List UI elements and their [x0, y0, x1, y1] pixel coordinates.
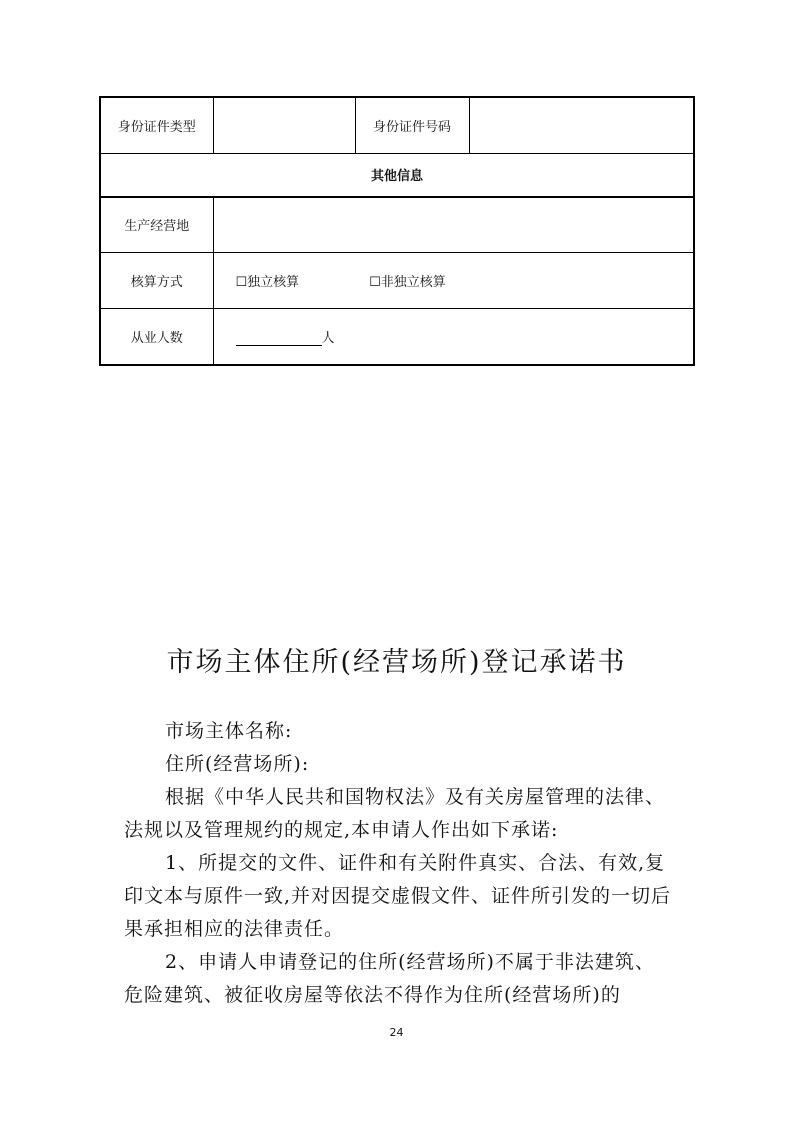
info-table — [99, 96, 695, 366]
address-label: 住所(经营场所): — [165, 753, 310, 775]
id-number-value[interactable] — [469, 97, 694, 153]
location-value[interactable] — [213, 197, 694, 253]
id-type-label: 身份证件类型 — [100, 97, 213, 153]
pledge-item-2: 2、申请人申请登记的住所(经营场所)不属于非法建筑、危险建筑、被征收房屋等依法不得作为住所(经营场所)的 — [124, 951, 655, 1006]
id-row — [100, 97, 694, 153]
non-independent-accounting-checkbox[interactable]: ☐非独立核算 — [369, 275, 446, 290]
employees-row — [100, 309, 694, 365]
id-number-label: 身份证件号码 — [355, 97, 469, 153]
employees-blank[interactable] — [236, 331, 322, 346]
section-row — [100, 153, 694, 197]
location-row — [100, 197, 694, 253]
accounting-label: 核算方式 — [100, 253, 213, 309]
accounting-row — [100, 253, 694, 309]
pledge-title: 市场主体住所(经营场所)登记承诺书 — [166, 647, 627, 678]
pledge-item-1: 1、所提交的文件、证件和有关附件真实、合法、有效,复印文本与原件一致,并对因提交虚假文件、证件所引发的一切后果承担相应的法律责任。 — [124, 852, 672, 940]
employees-unit: 人 — [321, 330, 335, 346]
id-type-value[interactable] — [213, 97, 355, 153]
accounting-options — [213, 253, 694, 309]
entity-name-label: 市场主体名称: — [165, 720, 293, 742]
independent-accounting-checkbox[interactable]: ☐独立核算 — [235, 275, 300, 290]
page-number: 24 — [389, 1026, 404, 1039]
employees-value — [213, 309, 694, 365]
intro-paragraph: 根据《中华人民共和国物权法》及有关房屋管理的法律、法规以及管理规约的规定,本申请人作出如下承诺: — [124, 786, 666, 841]
employees-label: 从业人数 — [100, 309, 213, 365]
location-label: 生产经营地 — [100, 197, 213, 253]
section-title: 其他信息 — [100, 153, 694, 197]
